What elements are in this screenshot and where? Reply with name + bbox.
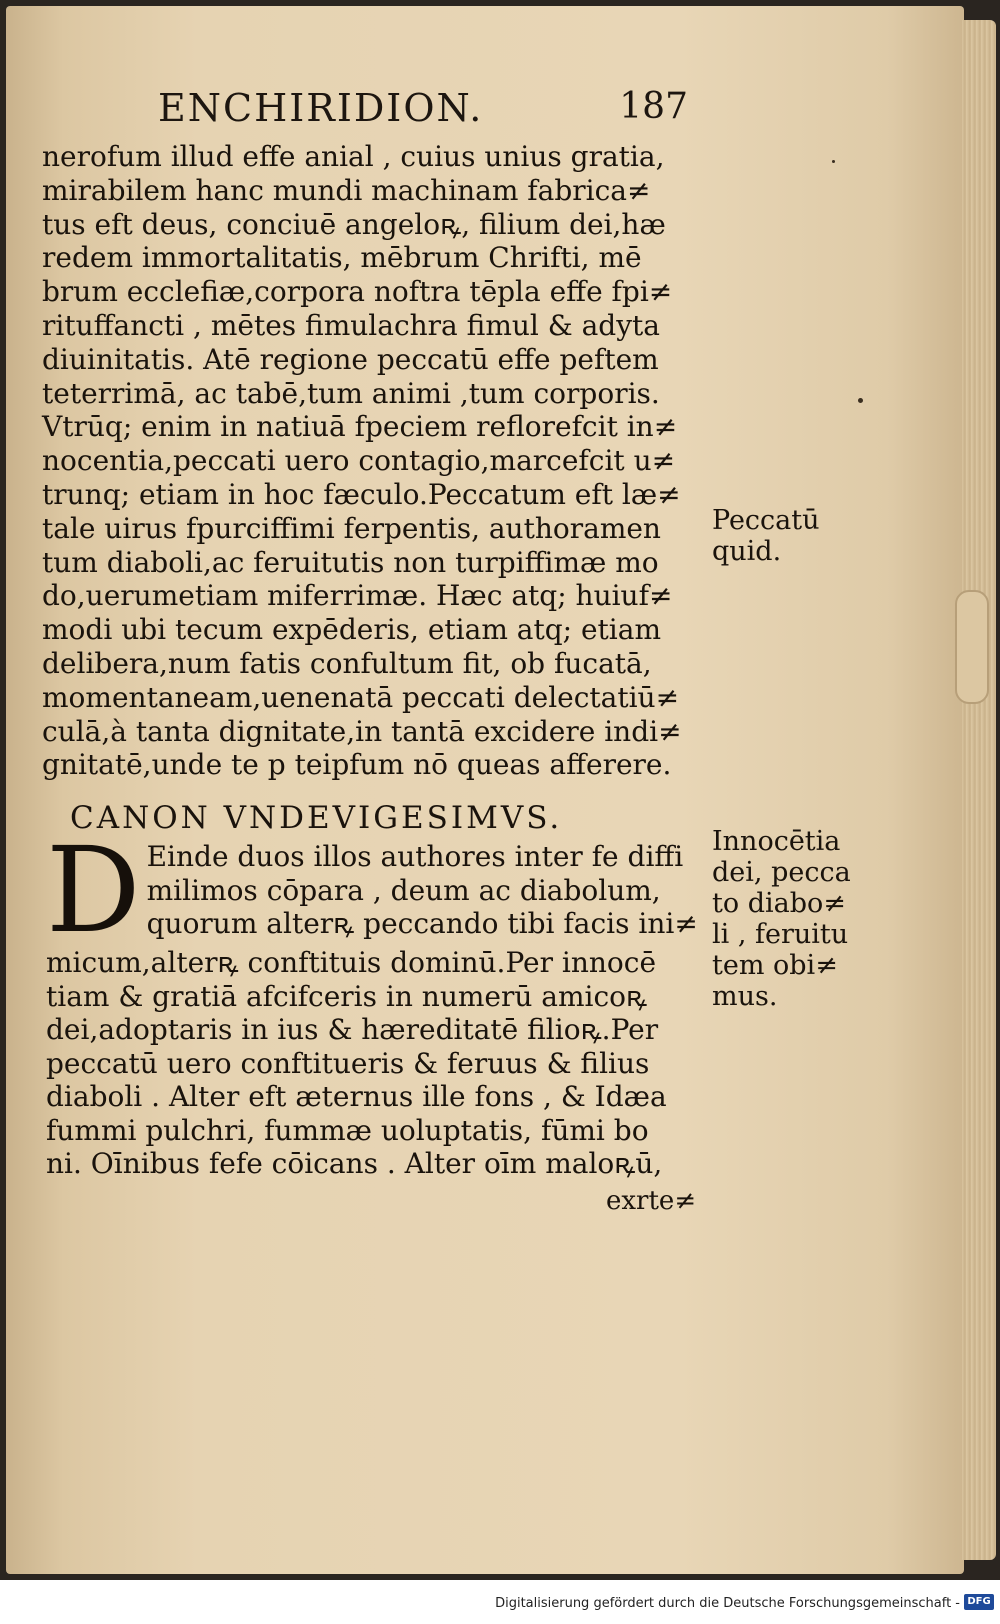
dfg-logo: DFG xyxy=(964,1594,994,1610)
ink-spot xyxy=(832,160,835,163)
canon-heading: CANON VNDEVIGESIMVS. xyxy=(70,800,563,836)
paragraph-1 xyxy=(42,140,702,782)
footer-bar xyxy=(0,1592,1000,1616)
margin-note-peccatum xyxy=(712,505,820,567)
margin-note-line: dei, pecca xyxy=(712,857,851,888)
margin-note-innocentia xyxy=(712,826,851,1012)
text-line: peccatū uero conftitueris & feruus & filius xyxy=(46,1046,650,1080)
text-line: gnitatē,unde te p teipfum nō queas afferere. xyxy=(42,748,672,782)
catchword: exrte≠ xyxy=(606,1186,697,1216)
text-line: momentaneam,uenenatā peccati delectatiū≠ xyxy=(42,680,680,714)
text-line: Vtrūq; enim in natiuā fpeciem reflorefcit in≠ xyxy=(42,410,678,444)
text-line: tiam & gratiā afcifceris in numerū amicoꝶ xyxy=(46,979,648,1013)
text-line: ni. Oīnibus fefe cōicans . Alter oīm maloꝶū, xyxy=(46,1147,663,1180)
text-line: quorum alterꝶ peccando tibi facis ini≠ xyxy=(146,907,698,940)
text-line: do,uerumetiam miferrimæ. Hæc atq; huiuf≠ xyxy=(42,579,673,613)
margin-note-line: Innocētia xyxy=(712,826,841,857)
page-edge xyxy=(962,20,996,1560)
margin-note-line: mus. xyxy=(712,981,778,1012)
text-line: nerofum illud effe anial , cuius unius gratia, xyxy=(42,140,665,173)
text-line: modi ubi tecum expēderis, etiam atq; etiam xyxy=(42,613,661,647)
margin-note-line: tem obi≠ xyxy=(712,950,838,981)
text-line: tus eft deus, conciuē angeloꝶ, filium dei,hæ xyxy=(42,207,666,241)
margin-note-line: li , feruitu xyxy=(712,919,849,950)
drop-cap: D xyxy=(46,821,141,959)
text-line: tale uirus fpurciffimi ferpentis, authoramen xyxy=(42,511,661,545)
text-line: trunq; etiam in hoc fæculo.Peccatum eft læ≠ xyxy=(42,477,681,511)
text-line: diaboli . Alter eft æternus ille fons , & Idæa xyxy=(46,1080,667,1113)
text-line: redem immortalitatis, mēbrum Chrifti, mē xyxy=(42,241,642,275)
page-number: 187 xyxy=(619,86,688,127)
running-title: ENCHIRIDION. xyxy=(158,86,484,130)
text-line: tum diaboli,ac feruitutis non turpiffimæ mo xyxy=(42,545,659,579)
ink-spot xyxy=(858,398,863,403)
text-line: dei,adoptaris in ius & hæreditatē filioꝶ.Per xyxy=(46,1013,659,1046)
text-line: mirabilem hanc mundi machinam fabrica≠ xyxy=(42,173,651,207)
funding-credit: Digitalisierung gefördert durch die Deutsche Forschungsgemeinschaft - xyxy=(495,1596,960,1611)
running-header xyxy=(158,86,688,136)
text-line: Einde duos illos authores inter fe diffi xyxy=(146,840,684,873)
text-line: culā,à tanta dignitate,in tantā excidere indi≠ xyxy=(42,714,682,748)
text-line: teterrimā, ac tabē,tum animi ,tum corporis. xyxy=(42,376,660,410)
margin-note-line: quid. xyxy=(712,536,782,567)
text-line: delibera,num fatis confultum fit, ob fucatā, xyxy=(42,646,652,680)
text-line: brum ecclefiæ,corpora noftra tēpla effe fpi≠ xyxy=(42,275,673,309)
page-tab xyxy=(955,590,989,704)
margin-note-line: to diabo≠ xyxy=(712,888,846,919)
text-line: milimos cōpara , deum ac diabolum, xyxy=(146,873,661,907)
text-line: diuinitatis. Atē regione peccatū effe peftem xyxy=(42,342,659,376)
text-line: micum,alterꝶ conftituis dominū.Per innocē xyxy=(46,946,657,979)
text-line: rituffancti , mētes fimulachra fimul & adyta xyxy=(42,308,660,342)
paragraph-2 xyxy=(46,821,706,1181)
text-line: nocentia,peccati uero contagio,marcefcit u≠ xyxy=(42,444,676,478)
margin-note-line: Peccatū xyxy=(712,505,820,536)
text-line: fummi pulchri, fummæ uoluptatis, fūmi bo xyxy=(46,1113,649,1147)
